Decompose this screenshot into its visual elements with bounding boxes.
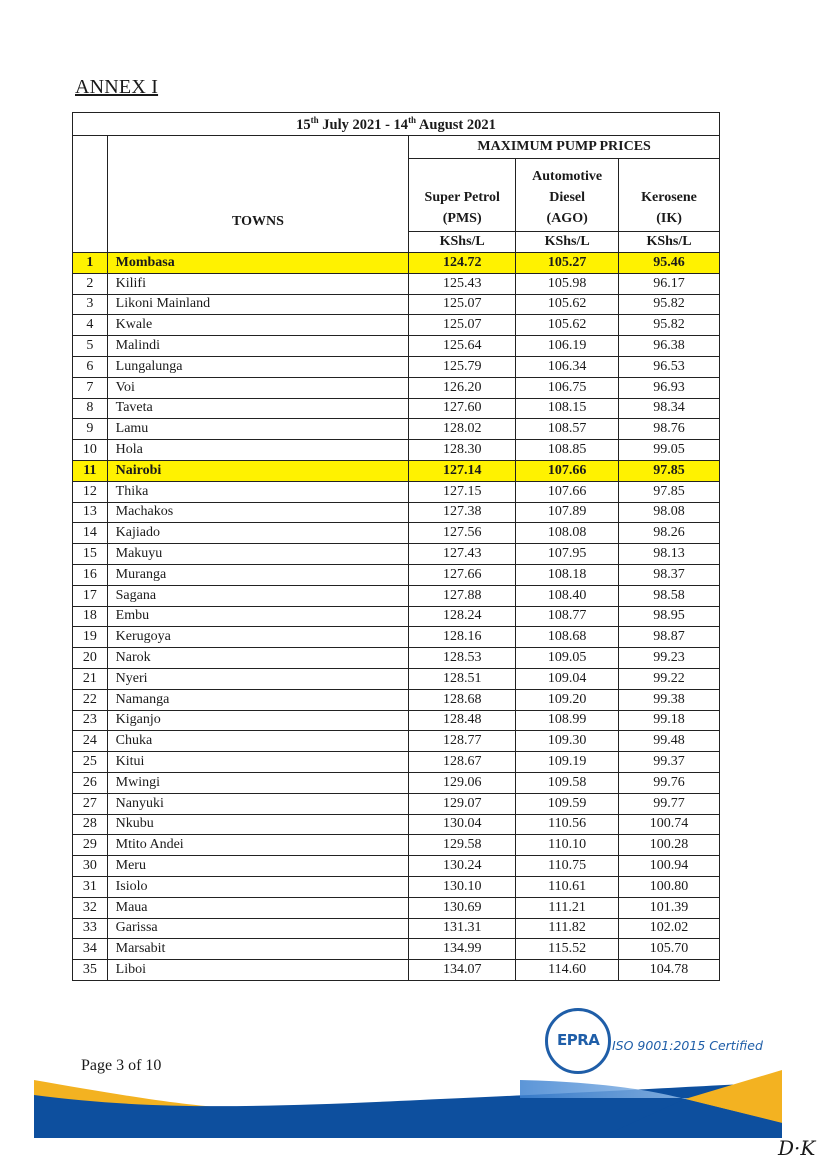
ago-price: 110.10 [516,835,619,856]
row-number: 27 [73,793,108,814]
row-number: 6 [73,356,108,377]
ago-price: 108.99 [516,710,619,731]
ago-price: 108.40 [516,585,619,606]
ik-price: 96.38 [619,336,720,357]
town-name: Taveta [107,398,409,419]
page-number: Page 3 of 10 [81,1057,162,1074]
row-number: 28 [73,814,108,835]
ik-price: 99.22 [619,668,720,689]
pms-price: 128.24 [409,606,516,627]
pms-price: 130.04 [409,814,516,835]
ik-price: 98.08 [619,502,720,523]
ago-price: 111.21 [516,897,619,918]
row-number: 25 [73,752,108,773]
ik-price: 100.28 [619,835,720,856]
pms-price: 130.69 [409,897,516,918]
ik-price: 101.39 [619,897,720,918]
ik-price: 99.18 [619,710,720,731]
pms-price: 127.66 [409,564,516,585]
ik-price: 97.85 [619,481,720,502]
town-name: Mtito Andei [107,835,409,856]
row-number: 1 [73,253,108,274]
pms-price: 127.43 [409,544,516,565]
pms-price: 130.24 [409,856,516,877]
row-number: 11 [73,460,108,481]
town-name: Nyeri [107,668,409,689]
ago-price: 108.15 [516,398,619,419]
ik-price: 98.13 [619,544,720,565]
town-name: Kiganjo [107,710,409,731]
ik-price: 96.53 [619,356,720,377]
ik-price: 97.85 [619,460,720,481]
row-number: 19 [73,627,108,648]
pms-price: 129.07 [409,793,516,814]
ago-price: 108.08 [516,523,619,544]
row-number: 34 [73,939,108,960]
town-name: Namanga [107,689,409,710]
ik-price: 99.23 [619,648,720,669]
ik-price: 98.37 [619,564,720,585]
town-name: Nkubu [107,814,409,835]
ago-price: 108.85 [516,440,619,461]
row-number: 26 [73,772,108,793]
pms-price: 128.77 [409,731,516,752]
row-number: 30 [73,856,108,877]
ik-price: 99.38 [619,689,720,710]
ago-price: 107.95 [516,544,619,565]
ik-label-line-2: (IK) [656,211,682,226]
row-number: 12 [73,481,108,502]
ago-price: 109.05 [516,648,619,669]
unit-ago: KShs/L [516,232,619,253]
town-name: Muranga [107,564,409,585]
ago-price: 105.62 [516,294,619,315]
iso-certification: ISO 9001:2015 Certified [612,1038,763,1053]
ago-price: 114.60 [516,960,619,981]
ago-price: 108.68 [516,627,619,648]
town-name: Kwale [107,315,409,336]
row-number: 17 [73,585,108,606]
pms-price: 127.88 [409,585,516,606]
town-name: Liboi [107,960,409,981]
town-name: Isiolo [107,876,409,897]
pms-price: 128.02 [409,419,516,440]
ik-price: 99.48 [619,731,720,752]
town-name: Mombasa [107,253,409,274]
pms-price: 128.67 [409,752,516,773]
ik-price: 99.77 [619,793,720,814]
pms-price: 125.64 [409,336,516,357]
ago-label-line-2: Diesel [549,190,586,205]
town-name: Likoni Mainland [107,294,409,315]
ago-price: 107.66 [516,481,619,502]
town-name: Hola [107,440,409,461]
pms-price: 128.68 [409,689,516,710]
town-name: Kilifi [107,273,409,294]
period-end-rest: August 2021 [418,116,496,133]
town-name: Voi [107,377,409,398]
pms-price: 128.30 [409,440,516,461]
town-name: Lamu [107,419,409,440]
ago-price: 107.66 [516,460,619,481]
row-number: 7 [73,377,108,398]
period-start-rest: July 2021 - 14 [322,116,409,133]
ago-price: 109.20 [516,689,619,710]
row-number: 29 [73,835,108,856]
pms-price: 131.31 [409,918,516,939]
town-name: Marsabit [107,939,409,960]
row-number: 31 [73,876,108,897]
row-number: 22 [73,689,108,710]
pms-price: 129.06 [409,772,516,793]
ik-price: 100.94 [619,856,720,877]
town-name: Meru [107,856,409,877]
pms-price: 130.10 [409,876,516,897]
pms-price: 127.15 [409,481,516,502]
unit-ik: KShs/L [619,232,720,253]
ik-price: 96.93 [619,377,720,398]
annex-title: ANNEX I [75,76,159,98]
row-number: 35 [73,960,108,981]
row-number: 32 [73,897,108,918]
pms-price: 128.16 [409,627,516,648]
pms-price: 127.56 [409,523,516,544]
row-number: 14 [73,523,108,544]
row-number: 8 [73,398,108,419]
town-name: Nanyuki [107,793,409,814]
pms-price: 127.14 [409,460,516,481]
ik-price: 99.76 [619,772,720,793]
ik-price: 98.34 [619,398,720,419]
ago-price: 106.75 [516,377,619,398]
pms-price: 128.48 [409,710,516,731]
handwritten-signature: D·K [778,1136,816,1160]
town-name: Kerugoya [107,627,409,648]
epra-logo [545,1008,611,1074]
pms-label-line-2: (PMS) [442,211,482,226]
ik-price: 99.05 [619,440,720,461]
ik-price: 104.78 [619,960,720,981]
town-name: Machakos [107,502,409,523]
row-number: 10 [73,440,108,461]
pms-price: 124.72 [409,253,516,274]
unit-pms: KShs/L [409,232,516,253]
town-name: Thika [107,481,409,502]
towns-header: TOWNS [107,136,409,253]
pms-price: 134.99 [409,939,516,960]
ik-price: 99.37 [619,752,720,773]
row-number: 18 [73,606,108,627]
row-number: 20 [73,648,108,669]
town-name: Kitui [107,752,409,773]
ago-price: 109.58 [516,772,619,793]
pms-price: 127.38 [409,502,516,523]
town-name: Mwingi [107,772,409,793]
row-number: 4 [73,315,108,336]
row-number: 5 [73,336,108,357]
town-name: Garissa [107,918,409,939]
row-number: 13 [73,502,108,523]
row-number: 2 [73,273,108,294]
pms-price: 125.07 [409,315,516,336]
period-start-day: 15 [296,116,311,133]
ik-price: 100.74 [619,814,720,835]
town-name: Chuka [107,731,409,752]
ago-price: 115.52 [516,939,619,960]
ago-label-line-3: (AGO) [546,211,588,226]
pms-price: 125.43 [409,273,516,294]
row-number: 24 [73,731,108,752]
town-name: Nairobi [107,460,409,481]
town-name: Maua [107,897,409,918]
row-number: 23 [73,710,108,731]
town-name: Makuyu [107,544,409,565]
town-name: Embu [107,606,409,627]
ago-price: 105.98 [516,273,619,294]
row-number: 33 [73,918,108,939]
pms-price: 127.60 [409,398,516,419]
town-name: Sagana [107,585,409,606]
epra-logo-text: EPRA [557,1031,600,1049]
row-number: 16 [73,564,108,585]
ik-price: 95.82 [619,315,720,336]
ago-price: 109.19 [516,752,619,773]
ik-price: 98.76 [619,419,720,440]
ik-price: 98.95 [619,606,720,627]
row-number: 3 [73,294,108,315]
town-name: Lungalunga [107,356,409,377]
ik-price: 98.26 [619,523,720,544]
pms-price: 128.53 [409,648,516,669]
period-start-sup: th [310,114,319,125]
pms-price: 128.51 [409,668,516,689]
ago-price: 109.59 [516,793,619,814]
max-pump-prices-header: MAXIMUM PUMP PRICES [409,136,720,159]
pms-price: 126.20 [409,377,516,398]
ik-price: 96.17 [619,273,720,294]
pms-price: 129.58 [409,835,516,856]
ago-price: 107.89 [516,502,619,523]
row-number: 9 [73,419,108,440]
ago-price: 110.56 [516,814,619,835]
ago-price: 110.75 [516,856,619,877]
ik-price: 95.46 [619,253,720,274]
town-name: Kajiado [107,523,409,544]
ago-price: 108.18 [516,564,619,585]
pms-price: 125.79 [409,356,516,377]
ik-price: 98.87 [619,627,720,648]
row-number: 15 [73,544,108,565]
ik-price: 105.70 [619,939,720,960]
ago-price: 110.61 [516,876,619,897]
ago-price: 109.04 [516,668,619,689]
ago-price: 109.30 [516,731,619,752]
ago-price: 108.77 [516,606,619,627]
ago-label-line-1: Automotive [532,169,603,184]
ik-price: 98.58 [619,585,720,606]
ik-label-line-1: Kerosene [641,190,697,205]
pms-price: 134.07 [409,960,516,981]
ago-price: 105.62 [516,315,619,336]
ik-price: 100.80 [619,876,720,897]
town-name: Narok [107,648,409,669]
ago-price: 105.27 [516,253,619,274]
pms-price: 125.07 [409,294,516,315]
ik-price: 102.02 [619,918,720,939]
ago-price: 111.82 [516,918,619,939]
ik-price: 95.82 [619,294,720,315]
ago-price: 106.34 [516,356,619,377]
period-end-sup: th [408,114,417,125]
ago-price: 106.19 [516,336,619,357]
ago-price: 108.57 [516,419,619,440]
town-name: Malindi [107,336,409,357]
row-number: 21 [73,668,108,689]
pms-label-line-1: Super Petrol [424,190,500,205]
